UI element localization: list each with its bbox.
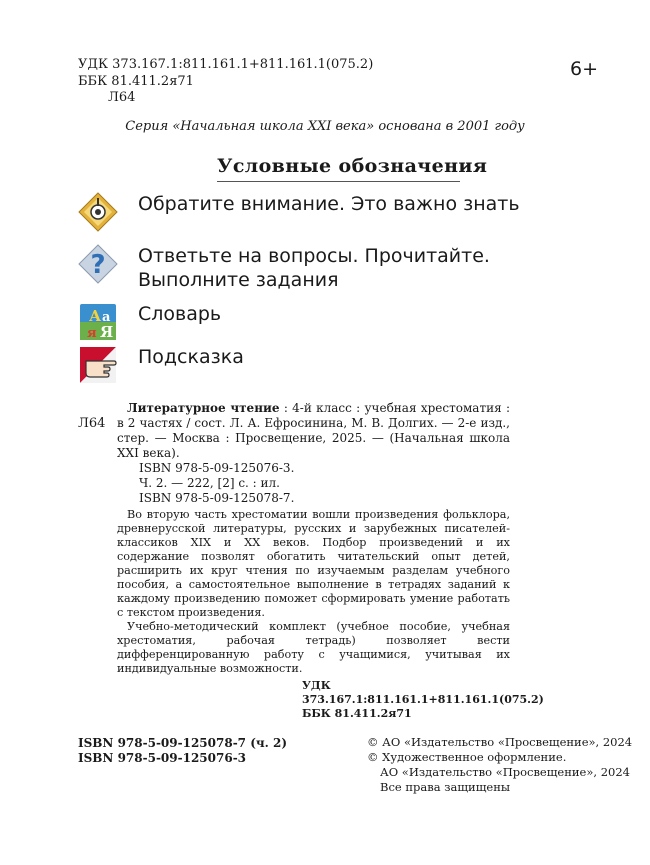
isbn-part: ISBN 978-5-09-125078-7 (ч. 2) [78, 736, 288, 750]
annotation-paragraph: Учебно-методический комплект (учебное пособие, учебная хрестоматия, рабочая тетрадь) позволяет вести дифференцированную работу с учащимися, учитывая их индивидуальные возможности. [117, 620, 510, 675]
copyright-line: © Художественное оформление. [367, 750, 567, 764]
legend-item-hint [78, 345, 558, 385]
bib-author-code: Л64 [78, 416, 106, 431]
svg-text:Я: Я [100, 323, 114, 341]
bib-udk: УДК 373.167.1:811.161.1+811.161.1(075.2) [302, 679, 544, 706]
bib-classification [302, 679, 544, 721]
age-rating: 6+ [570, 58, 599, 80]
author-code: Л64 [108, 90, 136, 105]
copyright-line: © АО «Издательство «Просвещение», 2024 [367, 735, 633, 749]
legend-title-rule [217, 181, 460, 182]
bib-bbk: ББК 81.411.2я71 [302, 707, 412, 720]
bib-isbn-line: Ч. 2. — 222, [2] с. : ил. [139, 476, 280, 490]
svg-text:а: а [102, 310, 111, 325]
bib-description-text: : 4-й класс : учебная хрестоматия : в 2 частях / сост. Л. А. Ефросинина, М. В. Долгих. — 2-е изд., стер. — Москва : Просвещение, 2025. — (Начальная школа XXI века). [117, 401, 510, 460]
legend-item-label: Ответьте на вопросы. Прочитайте. Выполните задания [138, 245, 490, 291]
bib-title: Литературное чтение [127, 401, 280, 415]
dictionary-icon [78, 302, 118, 342]
legend-item-label: Обратите внимание. Это важно знать [138, 193, 520, 215]
bbk-code: ББК 81.411.2я71 [78, 74, 194, 89]
isbn-total: ISBN 978-5-09-125076-3 [78, 751, 247, 765]
legend-item-dictionary [78, 302, 558, 342]
series-note: Серия «Начальная школа XXI века» основана в 2001 году [125, 119, 525, 134]
copyright-block [367, 735, 632, 795]
bib-isbn-block [139, 461, 510, 506]
question-icon [78, 244, 118, 284]
hint-icon [78, 345, 118, 385]
legend-item-question [78, 244, 558, 292]
bib-annotation [117, 508, 510, 676]
copyright-line: Все права защищены [380, 780, 511, 794]
bib-isbn-line: ISBN 978-5-09-125078-7. [139, 491, 295, 505]
udk-bbk-header [78, 56, 373, 90]
legend-item-label: Подсказка [138, 346, 244, 368]
svg-text:я: я [87, 326, 97, 341]
svg-text:А: А [89, 307, 102, 325]
udk-code: УДК 373.167.1:811.161.1+811.161.1(075.2) [78, 57, 374, 72]
bib-description [117, 401, 510, 461]
legend-item-attention [78, 192, 558, 232]
legend-item-label: Словарь [138, 303, 222, 325]
attention-icon [78, 192, 118, 232]
svg-text:?: ? [90, 250, 106, 280]
bib-isbn-line: ISBN 978-5-09-125076-3. [139, 461, 295, 475]
footer-isbn [78, 736, 287, 766]
bibliographic-record [117, 401, 544, 721]
legend-title: Условные обозначения [217, 155, 488, 177]
copyright-line: АО «Издательство «Просвещение», 2024 [380, 765, 630, 779]
annotation-paragraph: Во вторую часть хрестоматии вошли произведения фольклора, древнерусской литературы, русских и зарубежных писателей-классиков XIX и XX веков. Подбор произведений и их содержание позволят обогатить читательский опыт детей, расширить их круг чтения по изучаемым разделам учебного пособия, а самостоятельное выполнение в тетрадях заданий к каждому произведению поможет сформировать умение работать с текстом произведения. [117, 508, 510, 619]
